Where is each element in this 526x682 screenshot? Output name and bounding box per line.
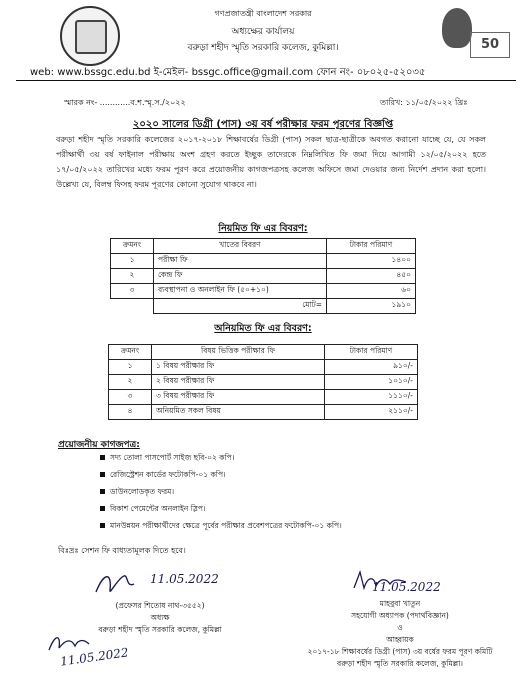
- regular-fees-heading: নিয়মিত ফি এর বিবরণ:: [218, 223, 308, 234]
- principal-block: [60, 600, 260, 636]
- header-divider: [16, 80, 516, 81]
- header-college: বরুড়া শহীদ স্মৃতি সরকারি কলেজ, কুমিল্লা।: [187, 43, 339, 53]
- amount-cell: ১১১০/-: [325, 390, 418, 405]
- documents-heading: প্রয়োজনীয় কাগজপত্র:: [58, 440, 140, 450]
- convener-and: ও: [397, 623, 403, 632]
- convener-role: আহ্বায়ক: [386, 635, 414, 644]
- col-header: ক্রমনং: [109, 345, 152, 360]
- amount-cell: ৯১০/-: [325, 360, 418, 375]
- item-cell: অনিয়মিত সকল বিষয়: [152, 405, 325, 420]
- table-row: [109, 390, 418, 405]
- col-header: টাকার পরিমাণ: [325, 345, 418, 360]
- regular-fees-table: [110, 238, 416, 314]
- notice-title: ২০২০ সালের ডিগ্রী (পাস) ৩য় বর্ষ পরীক্ষার ফরম পূরণের বিজ্ঞপ্তি: [132, 119, 394, 130]
- principal-title: অধ্যক্ষ: [150, 613, 170, 622]
- mujib-50-logo: 50: [440, 8, 510, 60]
- item-cell: ১ বিষয় পরীক্ষার ফি: [152, 360, 325, 375]
- item-cell: ব্যবস্থাপনা ও অনলাইন ফি (৫০+১০): [154, 284, 327, 299]
- serial-cell: ৩: [109, 390, 152, 405]
- convener-name: মাহবুবা খাতুন: [379, 599, 421, 608]
- list-item: বিকাশ পেমেন্টের অনলাইন স্লিপ।: [100, 500, 500, 517]
- table-header-row: [111, 239, 416, 254]
- header-office: অধ্যক্ষের কার্যালয়: [231, 27, 295, 37]
- notice-body: বরুড়া শহীদ স্মৃতি সরকারি কলেজের ২০১৭-২০১৮ শিক্ষাবর্ষের ডিগ্রী (পাস) সকল ছাত্র-ছাত্রীকে অবগত করানো যাচ্ছে যে, যে সকল পরীক্ষার্থী ৩য় বর্ষ ফাইনাল পরীক্ষায় অংশ গ্রহণ করতে ইচ্ছুক তাদেরকে নিম্নলিখিত ফি জমা দিয়ে আগামী ১২/০৫/২০২২ হতে ১৭/০৫/২০২২ তারিখের মধ্যে ফরম পূরণ করে প্রয়োজনীয় কাগজপত্রসহ কলেজ অফিসে জমা দেওয়ার জন্য নির্দেশ প্রদান করা হলো। উল্লেখ্য যে, বিলম্ব ফিসহ ফরম পূরণের কোনো সুযোগ থাকবে না।: [56, 135, 486, 189]
- convener-org: বরুড়া শহীদ স্মৃতি সরকারি কলেজ, কুমিল্লা।: [337, 659, 463, 668]
- contact-line: web: www.bssgc.edu.bd ই-মেইল- bssgc.office@gmail.com ফোন নং- ০৮০২৫-৫২০৩৫: [30, 67, 426, 78]
- table-row: [111, 284, 416, 299]
- table-row: [109, 360, 418, 375]
- serial-cell: ৩: [111, 284, 154, 299]
- list-item: সদ্য তোলা পাসপোর্ট সাইজ ছবি-০২ কপি।: [100, 449, 500, 466]
- documents-list: [100, 449, 500, 534]
- serial-cell: ১: [109, 360, 152, 375]
- table-row: [109, 405, 418, 420]
- convener-block: [290, 598, 510, 670]
- item-cell: ২ বিষয় পরীক্ষার ফি: [152, 375, 325, 390]
- principal-sign-date: 11.05.2022: [150, 572, 219, 586]
- irregular-fees-table: [108, 344, 418, 420]
- col-header: ক্রমনং: [111, 239, 154, 254]
- amount-cell: ২১১০/-: [325, 405, 418, 420]
- col-header: টাকার পরিমাণ: [327, 239, 416, 254]
- serial-cell: ১: [111, 254, 154, 269]
- office-sign-date: 11.05.2022: [59, 645, 130, 669]
- table-row: [109, 375, 418, 390]
- amount-cell: ১৪০০: [327, 254, 416, 269]
- serial-cell: ৪: [109, 405, 152, 420]
- session-fee-note: বিঃদ্রঃ সেশন ফি বাধ্যতামূলক দিতে হবে।: [58, 546, 186, 555]
- item-cell: পরীক্ষা ফি: [154, 254, 327, 269]
- serial-cell: ২: [111, 269, 154, 284]
- memo-number: স্মারক নং- ............ব.শ.স্মৃ.স./২০২২: [64, 98, 186, 107]
- col-header: বিষয় ভিত্তিক পরীক্ষার ফি: [152, 345, 325, 360]
- amount-cell: ৪৫০: [327, 269, 416, 284]
- total-value: ১৯১০: [327, 299, 416, 314]
- col-header: খাতের বিবরণ: [154, 239, 327, 254]
- convener-sign-date: 11.05.2022: [372, 580, 441, 594]
- principal-org: বরুড়া শহীদ স্মৃতি সরকারি কলেজ, কুমিল্লা: [98, 625, 222, 634]
- list-item: রেজিস্ট্রেশন কার্ডের ফটোকপি-০১ কপি।: [100, 466, 500, 483]
- notice-date: তারিখ: ১১/০৫/২০২২ খ্রিঃ: [380, 98, 468, 107]
- irregular-fees-heading: অনিয়মিত ফি এর বিবরণ:: [214, 323, 312, 334]
- header-govt: গণপ্রজাতন্ত্রী বাংলাদেশ সরকার: [214, 9, 312, 18]
- convener-committee: ২০১৭-১৮ শিক্ষাবর্ষের ডিগ্রী (পাস) ৩য় বর্ষের ফরম পূরণ কমিটি: [307, 647, 493, 656]
- convener-title: সহযোগী অধ্যাপক (পদার্থবিজ্ঞান): [351, 611, 449, 620]
- table-row: [111, 254, 416, 269]
- principal-name: (প্রফেসর শিতোষ নাথ-৩৫৫২): [115, 601, 205, 610]
- list-item: ডাউনলোডকৃত ফরম।: [100, 483, 500, 500]
- total-row: [111, 299, 416, 314]
- item-cell: ৩ বিষয় পরীক্ষার ফি: [152, 390, 325, 405]
- serial-cell: ২: [109, 375, 152, 390]
- amount-cell: ৬০: [327, 284, 416, 299]
- item-cell: কেন্দ্র ফি: [154, 269, 327, 284]
- table-row: [111, 269, 416, 284]
- list-item: মানউন্নয়ন পরীক্ষার্থীদের ক্ষেত্রে পূর্বের পরীক্ষার প্রবেশপত্রের ফটোকপি-০১ কপি।: [100, 517, 500, 534]
- table-header-row: [109, 345, 418, 360]
- total-label: মোট=: [154, 299, 327, 314]
- amount-cell: ১০১০/-: [325, 375, 418, 390]
